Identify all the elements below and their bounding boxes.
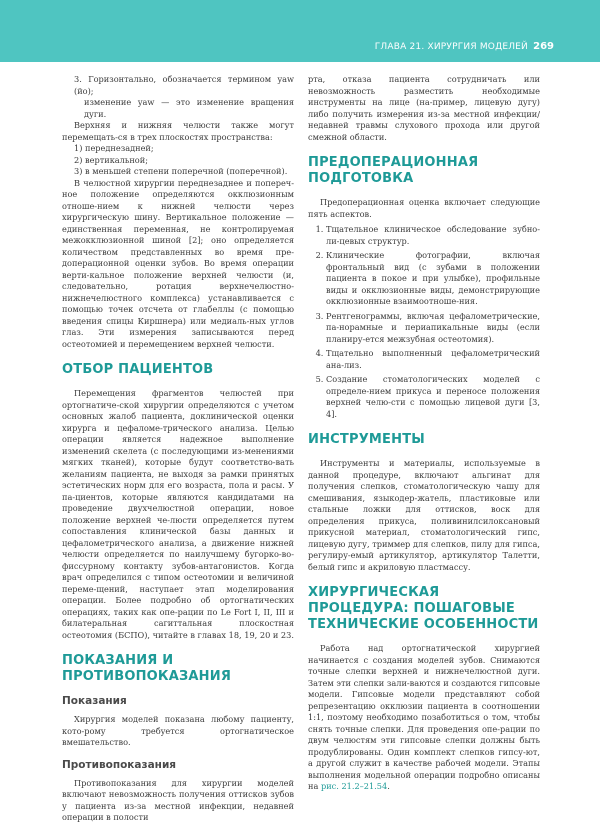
right-column (308, 74, 540, 793)
paragraph-end: . (387, 781, 390, 791)
list-item: 1. Тщательное клиническое обследование зубно-ли-цевых структур. (326, 224, 540, 247)
paragraph: Перемещения фрагментов челюстей при ортогнатиче-ской хирургии определяются с учетом основных жалоб пациента, доклинической оценки хирурга и цефаломе-трического анализа. Целью операции является надежное выполнение изменений скелета (с последующими из-менениями мягких тканей), которые будут соответство-вать желаниям пациента, не выходя за рамки принятых эстетических норм для его возраста, пола и расы. У па-циентов, которые являются кандидатами на проведение двухчелюстной операции, новое положение верхней че-люсти определяется путем сопоставления клинической базы данных и цефалометрического анализа, а движение нижней челюсти определяется по наилучшему бугорко-во-фиссурному контакту зубов-антагонистов. Когда врач определился с типом остеотомии и величиной переме-щений, наступает этап моделирования операции. Более подробно об ортогнатических операциях, таких как опе-рации по Le Fort I, II, III и билатеральная сагиттальная плоскостная остеотомия (БСПО), читайте в главах 18, 19, 20 и 23. (62, 388, 294, 640)
left-column (62, 74, 294, 824)
paragraph: Предоперационная оценка включает следующие пять аспектов. (308, 197, 540, 219)
intro-line-2: изменение yaw — это изменение вращения дуги. (84, 97, 294, 119)
paragraph (308, 643, 540, 793)
figure-reference-link[interactable]: рис. 21.2–21.54 (320, 781, 388, 791)
page-number: 269 (533, 41, 554, 52)
heading-patient-selection: ОТБОР ПАЦИЕНТОВ (62, 362, 214, 377)
intro-line-1: 3. Горизонтально, обозначается термином yaw (йо); (74, 74, 294, 96)
list-item: 2. Клинические фотографии, включая фронтальный вид (с зубами в положении пациента в покое и при улыбке), профильные виды и окклюзионные виды, демонстрирующие окклюзионные взаимоотноше-ния. (326, 250, 540, 308)
plane-item-1: 1) переднезадней; (74, 143, 154, 153)
preop-list (308, 224, 540, 420)
paragraph-text: Работа над ортогнатической хирургией начинается с создания моделей зубов. Снимаются точные слепки верхней и нижнечелюстной дуги. Затем эти слепки зали-ваются и создаются гипсовые модели. Гипсовые модели представляют собой репрезентацию окклюзии пациента в соотношении 1:1, поэтому необходимо позаботиться о том, чтобы снять точные слепки. Для проведения опе-рации по двум челюстям эти гипсовые слепки должны быть продублированы. Один комплект слепков гипсу-ют, а другой служит в качестве рабочей модели. Этапы выполнения модельной операции подробно описаны на (308, 643, 540, 791)
subheading-contraindications: Противопоказания (62, 758, 177, 771)
heading-preoperative: ПРЕДОПЕРАЦИОННАЯ ПОДГОТОВКА (308, 155, 479, 186)
paragraph: В челюстной хирургии переднезаднее и попереч-ное положение определяются окклюзионным отноше-нием к нижней челюсти через хирургическую шину. Вертикальное положение — единственная переменная, не контролируемая межокклюзионной шиной [2]; оно определяется количеством представленных во время пре-доперационной оценки зубов. Во время операции верти-кальное положение верхней челюсти (и, следовательно, ротация верхнечелюстно-нижнечелюстного комплекса) устанавливается с помощью точек отсчета от глабеллы (с помощью введения спицы Киршнера) или медиаль-ных углов глаз. Эти измерения записываются перед остеотомией и перемещением верхней челюсти. (62, 177, 294, 349)
paragraph: Противопоказания для хирургии моделей включают невозможность получения оттисков зубов у пациента из-за местной инфекции, недавней операции в полости (62, 777, 294, 822)
heading-indications: ПОКАЗАНИЯ И ПРОТИВОПОКАЗАНИЯ (62, 653, 232, 684)
subheading-indications: Показания (62, 695, 127, 707)
list-item: 5. Создание стоматологических моделей с определе-нием прикуса и переносе положения верхней челю-сти с помощью лицевой дуги [3, 4]. (326, 374, 540, 420)
list-item: 3. Рентгенограммы, включая цефалометрические, па-норамные и периапикальные виды (если планиру-ется межзубная остеотомия). (326, 311, 540, 346)
heading-surgical-procedure: ХИРУРГИЧЕСКАЯ ПРОЦЕДУРА: ПОШАГОВЫЕ ТЕХНИЧЕСКИЕ ОСОБЕННОСТИ (308, 585, 539, 632)
header-band (0, 0, 600, 62)
plane-item-3: 3) в меньшей степени поперечной (поперечной). (74, 166, 288, 176)
heading-instruments: ИНСТРУМЕНТЫ (308, 432, 425, 447)
paragraph: рта, отказа пациента сотрудничать или невозможность разместить необходимые инструменты на лице (на-пример, лицевую дугу) либо получить измерения из-за местной инфекции/недавней травмы слухового прохода или другой смежной области. (308, 74, 540, 142)
chapter-title: ГЛАВА 21. ХИРУРГИЯ МОДЕЛЕЙ (374, 42, 528, 52)
list-item: 4. Тщательно выполненный цефалометрический ана-лиз. (326, 348, 540, 371)
paragraph: Хирургия моделей показана любому пациенту, кото-рому требуется ортогнатическое вмешательство. (62, 714, 294, 747)
plane-item-2: 2) вертикальной; (74, 154, 148, 165)
paragraph: Инструменты и материалы, используемые в данной процедуре, включают альгинат для получения слепков, стоматологическую чашу для смешивания, языкодер-жатель, пластиковые или стальные ложки для оттисков, воск для определения прикуса, поливинилсилоксановый прикусной материал, стоматологический гипс, лицевую дугу, триммер для слепков, пилу для гипса, регулиру-емый артикулятор, артикулятор Талетти, белый гипс и акриловую пластмассу. (308, 458, 540, 572)
paragraph: Верхняя и нижняя челюсти также могут перемещать-ся в трех плоскостях пространства: (62, 120, 294, 142)
